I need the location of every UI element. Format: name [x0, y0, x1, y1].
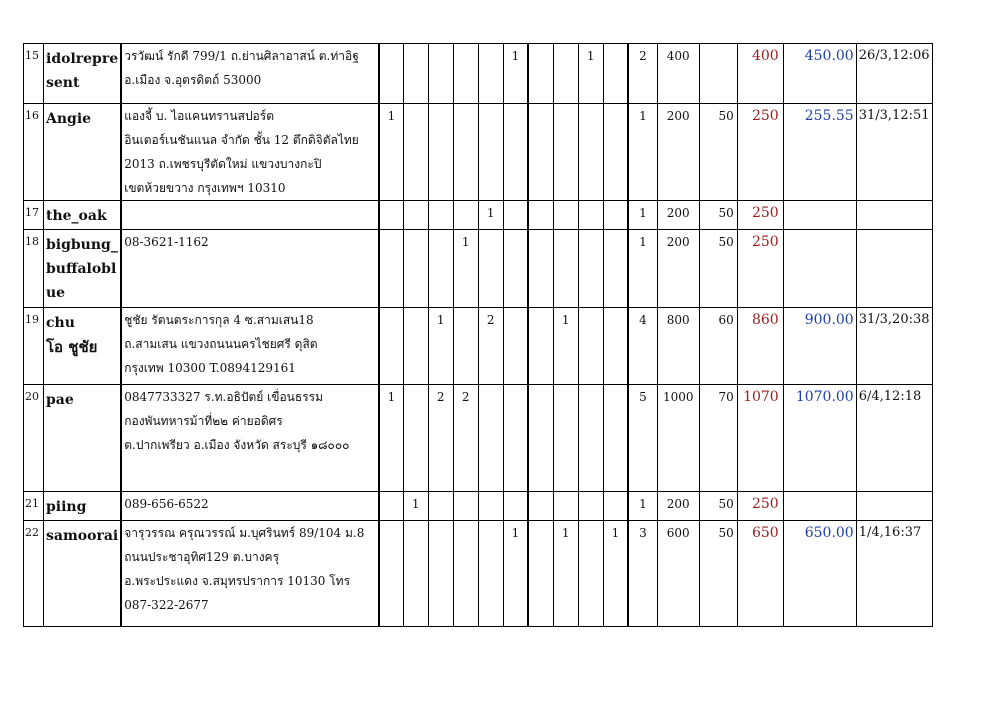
size-count-cell [553, 44, 578, 104]
address-line: อ.เมือง จ.อุตรดิตถ์ 53000 [124, 73, 262, 87]
size-count-cell [453, 104, 478, 201]
address-line: ชูชัย รัตนตระการกุล 4 ซ.สามเสน18 [124, 313, 314, 327]
table-row [24, 521, 933, 627]
customer-name [44, 492, 122, 521]
quantity-cell: 1 [628, 104, 657, 201]
size-count-cell [503, 492, 528, 521]
customer-name-line: buffalobl [46, 261, 117, 277]
payment-date-cell: 26/3,12:06 [856, 44, 932, 104]
payment-date-cell [856, 492, 932, 521]
customer-name-line: sent [46, 75, 80, 91]
size-count-cell [403, 104, 428, 201]
amount-cell: 200 [657, 492, 699, 521]
size-count-cell [478, 385, 503, 492]
address-line: อ.พระประแดง จ.สมุทรปราการ 10130 โทร [124, 574, 351, 588]
size-count-cell [403, 385, 428, 492]
payment-date-cell [856, 201, 932, 230]
size-count-cell [528, 44, 553, 104]
address-line: ต.ปากเพรียว อ.เมือง จังหวัด สระบุรี ๑๘๐๐๐ [124, 438, 350, 452]
paid-amount-cell: 450.00 [783, 44, 856, 104]
size-count-cell: 2 [453, 385, 478, 492]
quantity-cell: 1 [628, 492, 657, 521]
size-count-cell [528, 230, 553, 308]
address-line: 089-656-6522 [124, 497, 209, 511]
size-count-cell [553, 230, 578, 308]
table-row [24, 385, 933, 492]
shipping-address [121, 308, 379, 385]
size-count-cell [503, 230, 528, 308]
address-line: เขตห้วยขวาง กรุงเทพฯ 10310 [124, 181, 286, 195]
orders-table [23, 43, 933, 627]
total-cell: 860 [737, 308, 783, 385]
total-cell: 400 [737, 44, 783, 104]
size-count-cell [379, 521, 403, 627]
size-count-cell [528, 492, 553, 521]
payment-date-cell: 1/4,16:37 [856, 521, 932, 627]
total-cell: 250 [737, 230, 783, 308]
size-count-cell [578, 492, 603, 521]
address-line: กรุงเทพ 10300 T.0894129161 [124, 361, 296, 375]
total-cell: 1070 [737, 385, 783, 492]
shipping-address [121, 201, 379, 230]
size-count-cell [478, 104, 503, 201]
size-count-cell: 1 [553, 308, 578, 385]
paid-amount-cell: 650.00 [783, 521, 856, 627]
size-count-cell [578, 230, 603, 308]
paid-amount-cell: 255.55 [783, 104, 856, 201]
size-count-cell: 1 [379, 104, 403, 201]
size-count-cell [403, 521, 428, 627]
size-count-cell [453, 521, 478, 627]
shipping-address [121, 230, 379, 308]
customer-name-line: the_oak [46, 208, 107, 224]
customer-name [44, 104, 122, 201]
address-line: จารุวรรณ ครุณวรรณ์ ม.บุศรินทร์ 89/104 ม.8 [124, 526, 365, 540]
size-count-cell [603, 104, 628, 201]
customer-name [44, 44, 122, 104]
size-count-cell [478, 521, 503, 627]
shipping-address [121, 492, 379, 521]
table-row [24, 44, 933, 104]
total-cell: 250 [737, 201, 783, 230]
payment-date-cell: 31/3,12:51 [856, 104, 932, 201]
shipping-cell: 50 [699, 230, 737, 308]
size-count-cell: 2 [428, 385, 453, 492]
table-row [24, 492, 933, 521]
size-count-cell [379, 492, 403, 521]
quantity-cell: 3 [628, 521, 657, 627]
table-row [24, 308, 933, 385]
amount-cell: 1000 [657, 385, 699, 492]
shipping-address [121, 385, 379, 492]
customer-name-line: idolrepre [46, 51, 119, 67]
payment-date-cell: 6/4,12:18 [856, 385, 932, 492]
row-number: 18 [24, 230, 44, 308]
address-line: 087-322-2677 [124, 598, 209, 612]
quantity-cell: 1 [628, 230, 657, 308]
total-cell: 250 [737, 492, 783, 521]
size-count-cell [478, 492, 503, 521]
customer-name-line: โอ ชูชัย [46, 338, 98, 356]
size-count-cell [553, 201, 578, 230]
address-line: ถนนประชาอุทิศ129 ต.บางครุ [124, 550, 280, 564]
total-cell: 250 [737, 104, 783, 201]
size-count-cell [528, 104, 553, 201]
address-line: อินเตอร์เนชันแนล จำกัด ชั้น 12 ตึกดิจิตัลไทย [124, 133, 359, 147]
size-count-cell [578, 385, 603, 492]
shipping-cell: 50 [699, 201, 737, 230]
customer-name [44, 521, 122, 627]
amount-cell: 400 [657, 44, 699, 104]
shipping-address [121, 104, 379, 201]
size-count-cell [603, 44, 628, 104]
customer-name-line: ue [46, 285, 66, 301]
size-count-cell [578, 201, 603, 230]
size-count-cell [553, 104, 578, 201]
size-count-cell [528, 308, 553, 385]
size-count-cell: 1 [428, 308, 453, 385]
total-cell: 650 [737, 521, 783, 627]
customer-name [44, 230, 122, 308]
customer-name [44, 385, 122, 492]
row-number: 19 [24, 308, 44, 385]
size-count-cell [578, 104, 603, 201]
size-count-cell [603, 230, 628, 308]
size-count-cell [503, 104, 528, 201]
size-count-cell: 1 [453, 230, 478, 308]
shipping-cell: 70 [699, 385, 737, 492]
paid-amount-cell [783, 201, 856, 230]
row-number: 21 [24, 492, 44, 521]
size-count-cell [403, 308, 428, 385]
size-count-cell: 1 [553, 521, 578, 627]
shipping-cell: 50 [699, 492, 737, 521]
customer-name-line: bigbung_ [46, 237, 118, 253]
size-count-cell [379, 230, 403, 308]
address-line: แองจี้ บ. ไอแคนทรานสปอร์ต [124, 109, 275, 123]
size-count-cell [503, 385, 528, 492]
paid-amount-cell: 1070.00 [783, 385, 856, 492]
size-count-cell [428, 492, 453, 521]
paid-amount-cell [783, 230, 856, 308]
customer-name-line: Angie [46, 111, 92, 127]
size-count-cell [379, 44, 403, 104]
size-count-cell [578, 308, 603, 385]
customer-name-line: piing [46, 499, 87, 515]
customer-name [44, 201, 122, 230]
amount-cell: 800 [657, 308, 699, 385]
size-count-cell: 1 [578, 44, 603, 104]
shipping-cell: 60 [699, 308, 737, 385]
customer-name [44, 308, 122, 385]
size-count-cell [428, 44, 453, 104]
size-count-cell [403, 44, 428, 104]
amount-cell: 200 [657, 230, 699, 308]
paid-amount-cell: 900.00 [783, 308, 856, 385]
size-count-cell [553, 385, 578, 492]
address-line: 2013 ถ.เพชรบุรีตัดใหม่ แขวงบางกะปิ [124, 157, 322, 171]
size-count-cell [428, 201, 453, 230]
address-line: กองพันทหารม้าที่๒๒ ค่ายอดิศร [124, 414, 283, 428]
size-count-cell: 1 [403, 492, 428, 521]
size-count-cell [528, 521, 553, 627]
quantity-cell: 1 [628, 201, 657, 230]
customer-name-line: samoorai [46, 528, 119, 544]
size-count-cell [528, 201, 553, 230]
size-count-cell [453, 44, 478, 104]
shipping-address [121, 521, 379, 627]
size-count-cell [553, 492, 578, 521]
amount-cell: 600 [657, 521, 699, 627]
row-number: 15 [24, 44, 44, 104]
address-line: 08-3621-1162 [124, 235, 209, 249]
shipping-address [121, 44, 379, 104]
size-count-cell: 1 [603, 521, 628, 627]
size-count-cell [603, 385, 628, 492]
address-line: วรวัฒน์ รักดี 799/1 ถ.ย่านศิลาอาสน์ ต.ท่าอิฐ [124, 49, 359, 63]
address-line: ถ.สามเสน แขวงถนนนครไชยศรี ดุสิต [124, 337, 318, 351]
customer-name-line: chu [46, 315, 75, 331]
amount-cell: 200 [657, 104, 699, 201]
payment-date-cell [856, 230, 932, 308]
size-count-cell: 1 [503, 44, 528, 104]
quantity-cell: 4 [628, 308, 657, 385]
quantity-cell: 5 [628, 385, 657, 492]
shipping-cell [699, 44, 737, 104]
amount-cell: 200 [657, 201, 699, 230]
size-count-cell [503, 308, 528, 385]
size-count-cell [428, 104, 453, 201]
shipping-cell: 50 [699, 104, 737, 201]
row-number: 20 [24, 385, 44, 492]
size-count-cell [528, 385, 553, 492]
size-count-cell [428, 521, 453, 627]
size-count-cell [403, 201, 428, 230]
size-count-cell [603, 308, 628, 385]
size-count-cell [453, 308, 478, 385]
payment-date-cell: 31/3,20:38 [856, 308, 932, 385]
size-count-cell [453, 201, 478, 230]
size-count-cell [403, 230, 428, 308]
size-count-cell [503, 201, 528, 230]
row-number: 22 [24, 521, 44, 627]
customer-name-line: pae [46, 392, 74, 408]
row-number: 17 [24, 201, 44, 230]
size-count-cell: 1 [478, 201, 503, 230]
table-row [24, 230, 933, 308]
row-number: 16 [24, 104, 44, 201]
size-count-cell: 1 [379, 385, 403, 492]
size-count-cell [379, 308, 403, 385]
size-count-cell: 2 [478, 308, 503, 385]
address-line: 0847733327 ร.ท.อธิปัตย์ เขื่อนธรรม [124, 390, 323, 404]
size-count-cell [578, 521, 603, 627]
size-count-cell [603, 201, 628, 230]
size-count-cell [478, 230, 503, 308]
paid-amount-cell [783, 492, 856, 521]
size-count-cell [453, 492, 478, 521]
size-count-cell [603, 492, 628, 521]
size-count-cell [428, 230, 453, 308]
shipping-cell: 50 [699, 521, 737, 627]
size-count-cell [478, 44, 503, 104]
quantity-cell: 2 [628, 44, 657, 104]
table-row [24, 104, 933, 201]
size-count-cell [379, 201, 403, 230]
table-row [24, 201, 933, 230]
size-count-cell: 1 [503, 521, 528, 627]
